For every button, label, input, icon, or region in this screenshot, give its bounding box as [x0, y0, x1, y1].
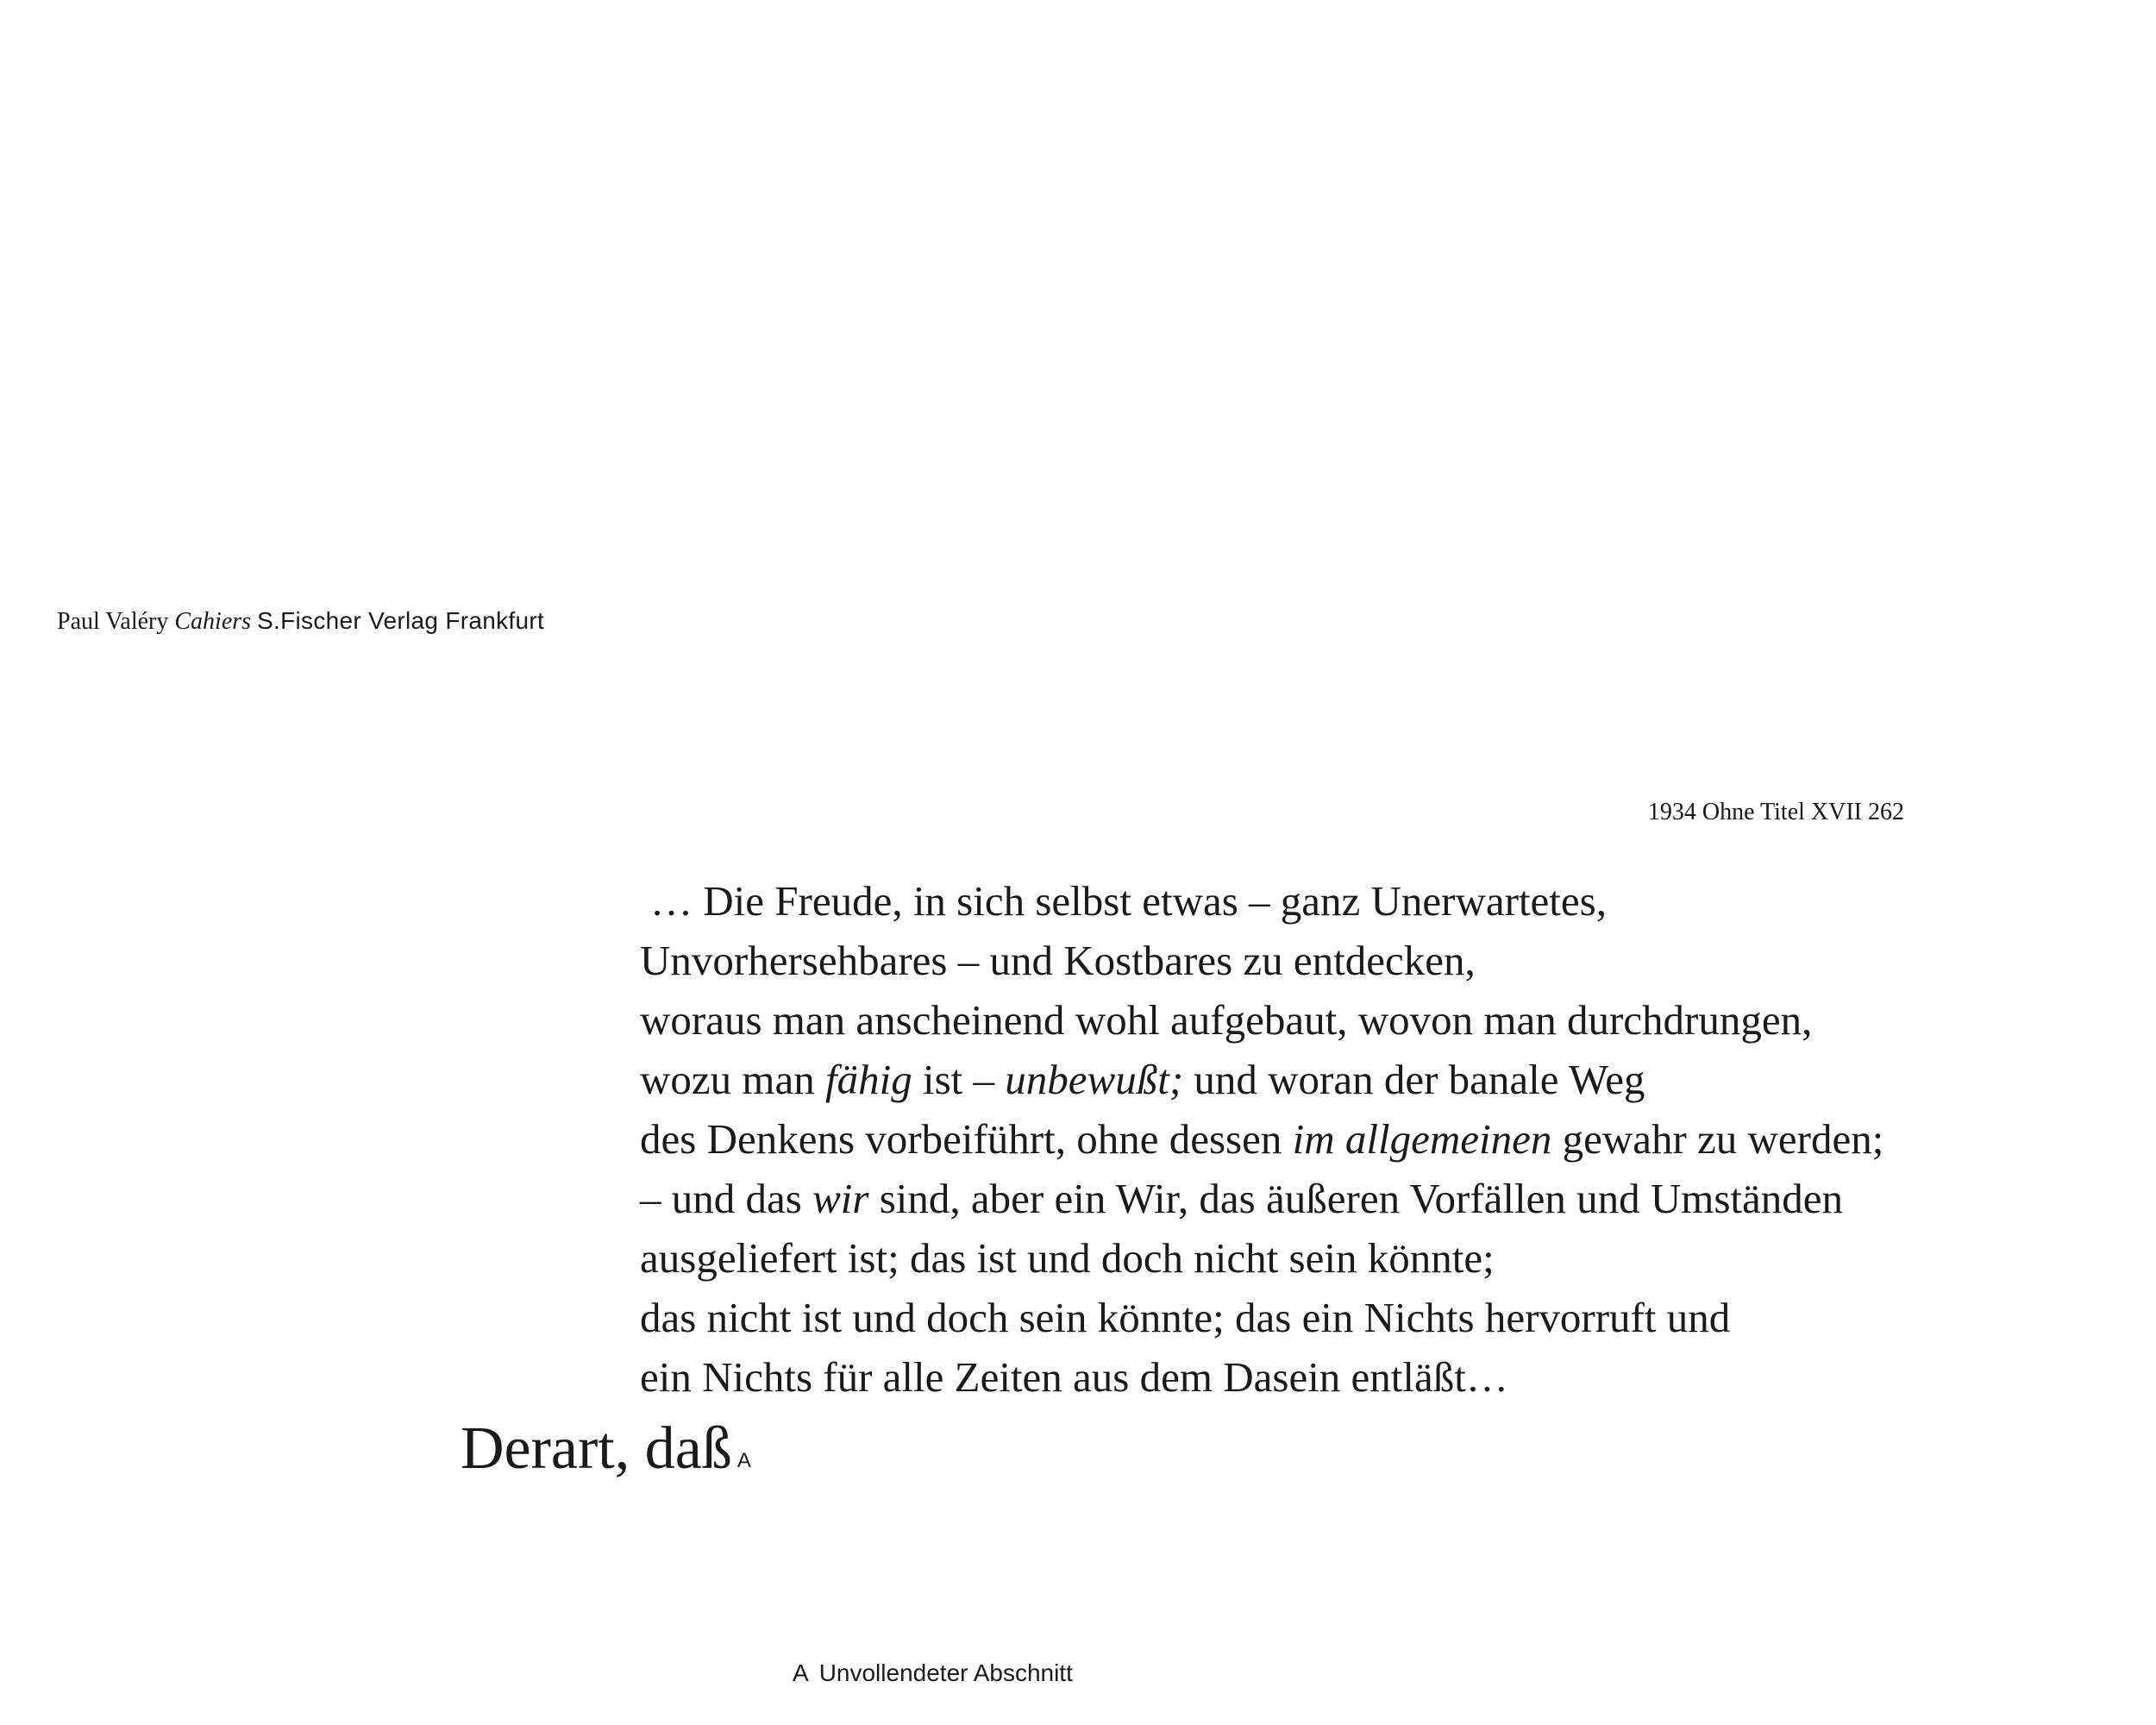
- quote-line: [640, 1228, 2123, 1288]
- quote-text: … Die Freude, in sich selbst etwas – ganz Unerwartetes,: [650, 877, 1607, 925]
- quote-text: des Denkens vorbeiführt, ohne dessen: [640, 1115, 1293, 1163]
- heading-text: Derart, daß: [461, 1415, 732, 1482]
- quote-line: [640, 1109, 2123, 1169]
- quote-text: gewahr zu werden;: [1551, 1115, 1884, 1163]
- publisher-line: [57, 604, 544, 639]
- quote-line: [640, 1288, 2123, 1347]
- source-reference: 1934 Ohne Titel XVII 262: [1647, 799, 1904, 825]
- quote-line: [640, 1347, 2123, 1407]
- quote-emphasis: wir: [812, 1175, 869, 1222]
- author-name: Paul Valéry: [57, 608, 169, 635]
- footnote-label: A: [793, 1659, 809, 1686]
- quote-text: ist –: [912, 1056, 1006, 1103]
- quote-line: [640, 871, 2123, 931]
- publisher-imprint: S.Fischer Verlag Frankfurt: [257, 607, 545, 634]
- quote-body: [640, 871, 2123, 1407]
- quote-line: [640, 1050, 2123, 1109]
- quote-line: [640, 990, 2123, 1050]
- quote-text: ausgeliefert ist; das ist und doch nicht sein könnte;: [640, 1234, 1495, 1282]
- section-heading: [461, 1408, 751, 1490]
- quote-text: sind, aber ein Wir, das äußeren Vorfällen und Umständen: [868, 1175, 1844, 1222]
- footnote: [793, 1656, 1073, 1690]
- footnote-text: Unvollendeter Abschnitt: [818, 1659, 1073, 1686]
- quote-emphasis: im allgemeinen: [1292, 1115, 1552, 1163]
- quote-line: [640, 1169, 2123, 1228]
- quote-text: und woran der banale Weg: [1183, 1056, 1645, 1103]
- quote-line: [640, 931, 2123, 990]
- quote-text: das nicht ist und doch sein könnte; das ein Nichts hervorruft und: [640, 1294, 1731, 1341]
- footnote-mark: A: [736, 1449, 751, 1472]
- work-title: Cahiers: [174, 608, 252, 635]
- quote-text: – und das: [640, 1175, 813, 1222]
- quote-text: wozu man: [640, 1056, 825, 1103]
- quote-text: Unvorhersehbares – und Kostbares zu entdecken,: [640, 937, 1476, 984]
- quote-text: woraus man anscheinend wohl aufgebaut, wovon man durchdrungen,: [640, 996, 1813, 1044]
- quote-emphasis: fähig: [825, 1056, 912, 1103]
- quote-text: ein Nichts für alle Zeiten aus dem Dasein entläßt…: [640, 1353, 1508, 1401]
- quote-emphasis: unbewußt;: [1005, 1056, 1184, 1103]
